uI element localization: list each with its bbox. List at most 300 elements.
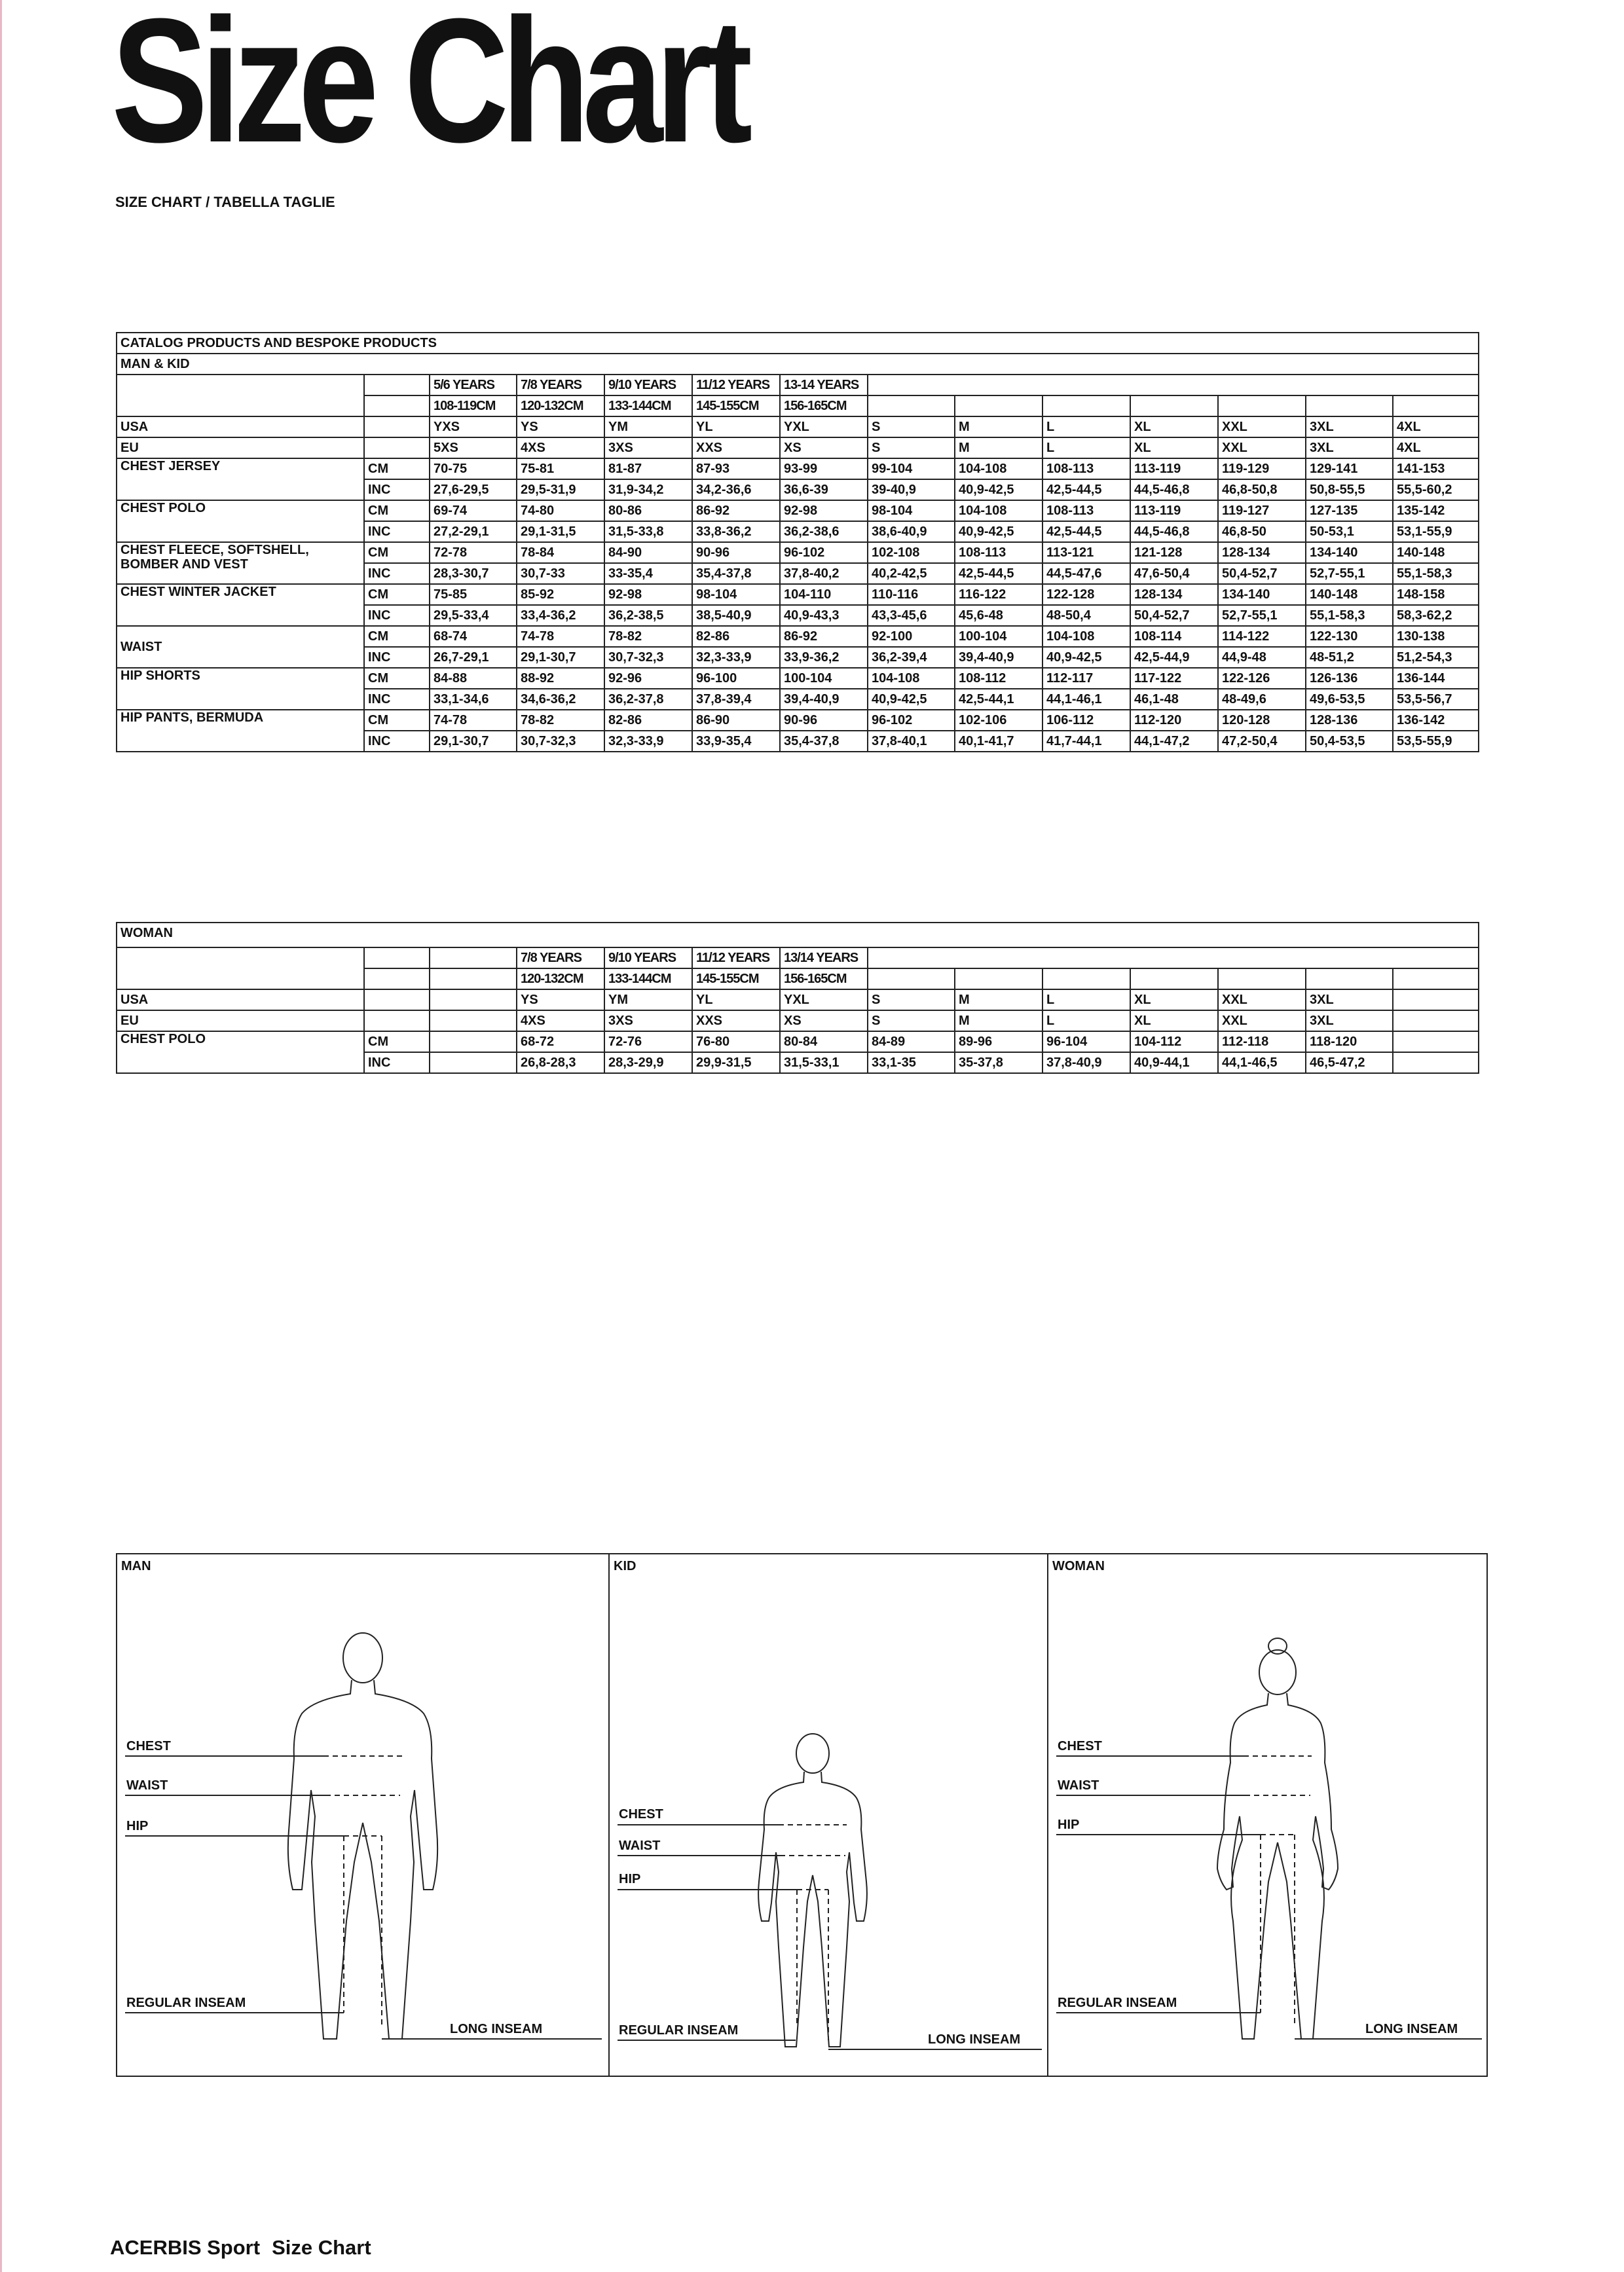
measure-value-cell: 113-119: [1130, 500, 1218, 521]
usa-size-row: [117, 989, 1479, 1010]
measure-value-cell: 113-121: [1043, 542, 1130, 563]
empty-cell: [364, 1010, 430, 1031]
measure-value-cell: 96-100: [692, 668, 780, 689]
empty-cell: [1043, 395, 1130, 416]
measure-value-cell: 29,9-31,5: [692, 1052, 780, 1073]
man-waist-label: WAIST: [126, 1778, 168, 1793]
size-cell: YL: [692, 416, 780, 437]
measure-value-cell: 122-128: [1043, 584, 1130, 605]
measure-value-cell: 42,5-44,5: [955, 563, 1043, 584]
height-range-cell: 156-165CM: [780, 395, 868, 416]
empty-cell: [1393, 1031, 1479, 1052]
measure-value-cell: 93-99: [780, 458, 868, 479]
measure-value-cell: 49,6-53,5: [1306, 689, 1393, 710]
size-cell: 4XS: [517, 437, 604, 458]
empty-cell: [1393, 989, 1479, 1010]
unit-label: INC: [364, 1052, 430, 1073]
measure-value-cell: 128-134: [1218, 542, 1306, 563]
woman-figure-panel: [1048, 1554, 1487, 2076]
measure-value-cell: 50,4-52,7: [1130, 605, 1218, 626]
empty-cell: [1130, 395, 1218, 416]
size-cell: M: [955, 437, 1043, 458]
measure-value-cell: 42,5-44,9: [1130, 647, 1218, 668]
unit-label: CM: [364, 626, 430, 647]
measure-value-cell: 74-80: [517, 500, 604, 521]
measure-value-cell: 28,3-30,7: [430, 563, 517, 584]
measure-value-cell: 134-140: [1218, 584, 1306, 605]
measure-value-cell: 130-138: [1393, 626, 1479, 647]
measure-value-cell: 116-122: [955, 584, 1043, 605]
size-cell: YM: [604, 416, 692, 437]
measure-value-cell: 39,4-40,9: [955, 647, 1043, 668]
measure-value-cell: 44,5-46,8: [1130, 521, 1218, 542]
measure-value-cell: 55,1-58,3: [1306, 605, 1393, 626]
body-measurement-figures: [116, 1553, 1488, 2077]
measure-label: CHEST WINTER JACKET: [117, 584, 364, 626]
measure-label: HIP PANTS, BERMUDA: [117, 710, 364, 752]
years-row: [117, 375, 1479, 395]
measure-value-cell: 102-108: [868, 542, 955, 563]
age-range-cell: 11/12 YEARS: [692, 947, 780, 968]
height-range-cell: 145-155CM: [692, 968, 780, 989]
measure-value-cell: 29,1-30,7: [517, 647, 604, 668]
measure-value-cell: 27,2-29,1: [430, 521, 517, 542]
measure-value-cell: 108-112: [955, 668, 1043, 689]
measure-value-cell: 40,1-41,7: [955, 731, 1043, 752]
measure-value-cell: 32,3-33,9: [604, 731, 692, 752]
age-range-cell: 7/8 YEARS: [517, 375, 604, 395]
kid-waist-label: WAIST: [619, 1839, 661, 1853]
measure-value-cell: 37,8-39,4: [692, 689, 780, 710]
measure-value-cell: 29,5-31,9: [517, 479, 604, 500]
kid-regular-inseam-label: REGULAR INSEAM: [619, 2023, 739, 2038]
measure-value-cell: 35,4-37,8: [692, 563, 780, 584]
measure-value-cell: 55,5-60,2: [1393, 479, 1479, 500]
measure-value-cell: 39,4-40,9: [780, 689, 868, 710]
measure-value-cell: 32,3-33,9: [692, 647, 780, 668]
size-cell: XL: [1130, 437, 1218, 458]
measure-value-cell: 31,9-34,2: [604, 479, 692, 500]
measure-value-cell: 33,9-36,2: [780, 647, 868, 668]
size-cell: L: [1043, 989, 1130, 1010]
measure-value-cell: 74-78: [517, 626, 604, 647]
measure-value-cell: 90-96: [780, 710, 868, 731]
measure-value-cell: 92-98: [780, 500, 868, 521]
measure-value-cell: 82-86: [692, 626, 780, 647]
measure-value-cell: 53,5-56,7: [1393, 689, 1479, 710]
measure-value-cell: 82-86: [604, 710, 692, 731]
empty-cell: [430, 1010, 517, 1031]
size-cell: S: [868, 989, 955, 1010]
measure-value-cell: 30,7-33: [517, 563, 604, 584]
empty-cell: [364, 416, 430, 437]
measure-value-cell: 44,5-46,8: [1130, 479, 1218, 500]
measure-row: [117, 500, 1479, 521]
measure-value-cell: 118-120: [1306, 1031, 1393, 1052]
woman-long-inseam-label: LONG INSEAM: [1365, 2022, 1458, 2036]
measure-value-cell: 120-128: [1218, 710, 1306, 731]
measure-value-cell: 126-136: [1306, 668, 1393, 689]
measure-value-cell: 33,1-34,6: [430, 689, 517, 710]
unit-label: INC: [364, 689, 430, 710]
measure-value-cell: 50,8-55,5: [1306, 479, 1393, 500]
measure-value-cell: 40,9-43,3: [780, 605, 868, 626]
measure-value-cell: 78-84: [517, 542, 604, 563]
measure-value-cell: 48-50,4: [1043, 605, 1130, 626]
empty-cell: [1130, 968, 1218, 989]
measure-value-cell: 136-144: [1393, 668, 1479, 689]
man-chest-label: CHEST: [126, 1739, 171, 1753]
measure-row: [117, 1031, 1479, 1052]
size-cell: 4XS: [517, 1010, 604, 1031]
size-cell: 3XL: [1306, 1010, 1393, 1031]
measure-value-cell: 96-104: [1043, 1031, 1130, 1052]
measure-value-cell: 36,6-39: [780, 479, 868, 500]
measure-value-cell: 46,8-50: [1218, 521, 1306, 542]
measure-value-cell: 40,9-42,5: [955, 521, 1043, 542]
age-range-cell: 5/6 YEARS: [430, 375, 517, 395]
eu-label: EU: [117, 437, 364, 458]
eu-size-row: [117, 1010, 1479, 1031]
measure-value-cell: 81-87: [604, 458, 692, 479]
measure-value-cell: 141-153: [1393, 458, 1479, 479]
size-cell: 5XS: [430, 437, 517, 458]
measure-row: [117, 584, 1479, 605]
empty-cell: [1393, 1010, 1479, 1031]
size-cell: XL: [1130, 416, 1218, 437]
empty-cell: [364, 968, 430, 989]
unit-label: CM: [364, 542, 430, 563]
man-long-inseam-label: LONG INSEAM: [450, 2022, 543, 2036]
age-range-cell: 13/14 YEARS: [780, 947, 868, 968]
measure-value-cell: 28,3-29,9: [604, 1052, 692, 1073]
section-title: MAN & KID: [117, 354, 1479, 375]
measure-value-cell: 35-37,8: [955, 1052, 1043, 1073]
measure-value-cell: 122-130: [1306, 626, 1393, 647]
height-range-cell: 133-144CM: [604, 395, 692, 416]
measure-value-cell: 75-85: [430, 584, 517, 605]
size-cell: XS: [780, 1010, 868, 1031]
unit-label: INC: [364, 563, 430, 584]
measure-value-cell: 78-82: [604, 626, 692, 647]
eu-label: EU: [117, 1010, 364, 1031]
measure-value-cell: 84-88: [430, 668, 517, 689]
measure-value-cell: 108-113: [955, 542, 1043, 563]
measure-value-cell: 27,6-29,5: [430, 479, 517, 500]
measure-value-cell: 84-89: [868, 1031, 955, 1052]
empty-cell: [868, 375, 1479, 395]
unit-label: CM: [364, 710, 430, 731]
kid-hip-label: HIP: [619, 1872, 641, 1886]
measure-value-cell: 88-92: [517, 668, 604, 689]
age-range-cell: 7/8 YEARS: [517, 947, 604, 968]
empty-cell: [430, 1052, 517, 1073]
measure-value-cell: 29,1-30,7: [430, 731, 517, 752]
size-cell: YXS: [430, 416, 517, 437]
measure-value-cell: 53,5-55,9: [1393, 731, 1479, 752]
empty-cell: [364, 395, 430, 416]
measure-value-cell: 52,7-55,1: [1306, 563, 1393, 584]
measure-value-cell: 44,9-48: [1218, 647, 1306, 668]
empty-cell: [1043, 968, 1130, 989]
measure-value-cell: 84-90: [604, 542, 692, 563]
woman-size-table: [116, 922, 1479, 1074]
measure-value-cell: 86-92: [692, 500, 780, 521]
empty-cell: [1306, 395, 1393, 416]
unit-label: INC: [364, 605, 430, 626]
measure-value-cell: 113-119: [1130, 458, 1218, 479]
size-cell: XXL: [1218, 1010, 1306, 1031]
measure-value-cell: 36,2-38,5: [604, 605, 692, 626]
empty-cell: [430, 1031, 517, 1052]
measure-value-cell: 86-90: [692, 710, 780, 731]
measure-value-cell: 108-113: [1043, 500, 1130, 521]
measure-value-cell: 128-134: [1130, 584, 1218, 605]
age-range-cell: 9/10 YEARS: [604, 947, 692, 968]
measure-value-cell: 30,7-32,3: [604, 647, 692, 668]
woman-regular-inseam-label: REGULAR INSEAM: [1058, 1996, 1177, 2010]
measure-value-cell: 106-112: [1043, 710, 1130, 731]
page-edge-line: [0, 0, 2, 2272]
measure-value-cell: 47,6-50,4: [1130, 563, 1218, 584]
measure-value-cell: 33,9-35,4: [692, 731, 780, 752]
size-cell: 3XL: [1306, 989, 1393, 1010]
measure-value-cell: 47,2-50,4: [1218, 731, 1306, 752]
age-range-cell: 11/12 YEARS: [692, 375, 780, 395]
measure-value-cell: 37,8-40,9: [1043, 1052, 1130, 1073]
measure-value-cell: 122-126: [1218, 668, 1306, 689]
measure-value-cell: 46,1-48: [1130, 689, 1218, 710]
measure-value-cell: 87-93: [692, 458, 780, 479]
size-cell: YS: [517, 989, 604, 1010]
measure-value-cell: 72-78: [430, 542, 517, 563]
measure-value-cell: 34,2-36,6: [692, 479, 780, 500]
size-cell: L: [1043, 416, 1130, 437]
empty-cell: [1393, 1052, 1479, 1073]
woman-hip-label: HIP: [1058, 1818, 1080, 1832]
measure-value-cell: 140-148: [1393, 542, 1479, 563]
measure-label: WAIST: [117, 626, 364, 668]
size-cell: 3XL: [1306, 416, 1393, 437]
size-cell: YXL: [780, 989, 868, 1010]
size-cell: XL: [1130, 989, 1218, 1010]
measure-value-cell: 31,5-33,1: [780, 1052, 868, 1073]
measure-value-cell: 37,8-40,2: [780, 563, 868, 584]
unit-label: CM: [364, 584, 430, 605]
height-range-cell: 156-165CM: [780, 968, 868, 989]
empty-cell: [1306, 968, 1393, 989]
measure-value-cell: 80-84: [780, 1031, 868, 1052]
man-regular-inseam-label: REGULAR INSEAM: [126, 1996, 246, 2010]
unit-label: CM: [364, 1031, 430, 1052]
usa-label: USA: [117, 989, 364, 1010]
measure-value-cell: 44,5-47,6: [1043, 563, 1130, 584]
size-cell: S: [868, 437, 955, 458]
measure-value-cell: 108-114: [1130, 626, 1218, 647]
size-cell: XXL: [1218, 437, 1306, 458]
size-cell: YM: [604, 989, 692, 1010]
woman-chest-label: CHEST: [1058, 1739, 1102, 1753]
unit-label: CM: [364, 668, 430, 689]
measure-value-cell: 30,7-32,3: [517, 731, 604, 752]
size-cell: M: [955, 989, 1043, 1010]
size-cell: S: [868, 1010, 955, 1031]
measure-value-cell: 26,7-29,1: [430, 647, 517, 668]
height-range-cell: 133-144CM: [604, 968, 692, 989]
measure-label: CHEST FLEECE, SOFTSHELL, BOMBER AND VEST: [117, 542, 364, 584]
measure-value-cell: 36,2-38,6: [780, 521, 868, 542]
measure-value-cell: 42,5-44,5: [1043, 521, 1130, 542]
measure-value-cell: 135-142: [1393, 500, 1479, 521]
measure-value-cell: 129-141: [1306, 458, 1393, 479]
empty-cell: [430, 968, 517, 989]
size-cell: YXL: [780, 416, 868, 437]
measure-value-cell: 104-108: [1043, 626, 1130, 647]
size-cell: XXL: [1218, 416, 1306, 437]
man-figure-panel: [117, 1554, 608, 2076]
years-row: [117, 947, 1479, 968]
measure-value-cell: 35,4-37,8: [780, 731, 868, 752]
measure-value-cell: 86-92: [780, 626, 868, 647]
measure-value-cell: 44,1-46,1: [1043, 689, 1130, 710]
measure-value-cell: 80-86: [604, 500, 692, 521]
catalog-title: CATALOG PRODUCTS AND BESPOKE PRODUCTS: [117, 333, 1479, 354]
measure-value-cell: 37,8-40,1: [868, 731, 955, 752]
measure-value-cell: 78-82: [517, 710, 604, 731]
empty-cell: [1218, 395, 1306, 416]
size-cell: 4XL: [1393, 416, 1479, 437]
kid-figure-panel: [610, 1554, 1047, 2076]
measure-value-cell: 38,6-40,9: [868, 521, 955, 542]
measure-value-cell: 92-98: [604, 584, 692, 605]
empty-cell: [364, 989, 430, 1010]
measure-row: [117, 626, 1479, 647]
measure-value-cell: 75-81: [517, 458, 604, 479]
empty-cell: [955, 968, 1043, 989]
measure-value-cell: 70-75: [430, 458, 517, 479]
height-range-cell: 120-132CM: [517, 395, 604, 416]
footer-brand: ACERBIS Sport: [110, 2236, 261, 2259]
empty-cell: [868, 947, 1479, 968]
measure-value-cell: 50-53,1: [1306, 521, 1393, 542]
measure-value-cell: 110-116: [868, 584, 955, 605]
measure-value-cell: 42,5-44,1: [955, 689, 1043, 710]
height-range-cell: 145-155CM: [692, 395, 780, 416]
measure-value-cell: 92-100: [868, 626, 955, 647]
measure-value-cell: 55,1-58,3: [1393, 563, 1479, 584]
measure-value-cell: 39-40,9: [868, 479, 955, 500]
size-cell: YL: [692, 989, 780, 1010]
footer-label: Size Chart: [272, 2236, 371, 2259]
size-cell: XS: [780, 437, 868, 458]
measure-value-cell: 127-135: [1306, 500, 1393, 521]
age-range-cell: 13-14 YEARS: [780, 375, 868, 395]
age-range-cell: 9/10 YEARS: [604, 375, 692, 395]
man-hip-label: HIP: [126, 1819, 149, 1833]
man-panel-title: MAN: [121, 1559, 151, 1573]
measure-value-cell: 92-96: [604, 668, 692, 689]
kid-long-inseam-label: LONG INSEAM: [928, 2032, 1021, 2047]
size-cell: L: [1043, 437, 1130, 458]
unit-label: INC: [364, 647, 430, 668]
measure-value-cell: 31,5-33,8: [604, 521, 692, 542]
measure-label: HIP SHORTS: [117, 668, 364, 710]
measure-row: [117, 542, 1479, 563]
measure-value-cell: 42,5-44,5: [1043, 479, 1130, 500]
measure-value-cell: 40,9-44,1: [1130, 1052, 1218, 1073]
measure-value-cell: 40,2-42,5: [868, 563, 955, 584]
empty-cell: [955, 395, 1043, 416]
measure-value-cell: 48-49,6: [1218, 689, 1306, 710]
measure-value-cell: 114-122: [1218, 626, 1306, 647]
measure-value-cell: 148-158: [1393, 584, 1479, 605]
empty-cell: [1218, 968, 1306, 989]
measure-value-cell: 121-128: [1130, 542, 1218, 563]
measure-value-cell: 43,3-45,6: [868, 605, 955, 626]
measure-value-cell: 69-74: [430, 500, 517, 521]
measure-value-cell: 72-76: [604, 1031, 692, 1052]
unit-label: INC: [364, 479, 430, 500]
measure-value-cell: 89-96: [955, 1031, 1043, 1052]
measure-value-cell: 46,8-50,8: [1218, 479, 1306, 500]
measure-value-cell: 102-106: [955, 710, 1043, 731]
size-cell: XXS: [692, 437, 780, 458]
measure-value-cell: 112-118: [1218, 1031, 1306, 1052]
kid-panel-title: KID: [614, 1559, 637, 1573]
empty-cell: [1393, 968, 1479, 989]
measure-value-cell: 96-102: [780, 542, 868, 563]
measure-value-cell: 40,9-42,5: [955, 479, 1043, 500]
size-cell: XXL: [1218, 989, 1306, 1010]
measure-value-cell: 40,9-42,5: [868, 689, 955, 710]
measure-label: CHEST POLO: [117, 1031, 364, 1073]
height-range-cell: 108-119CM: [430, 395, 517, 416]
measure-value-cell: 134-140: [1306, 542, 1393, 563]
measure-value-cell: 74-78: [430, 710, 517, 731]
measure-value-cell: 33-35,4: [604, 563, 692, 584]
empty-cell: [868, 968, 955, 989]
measure-value-cell: 48-51,2: [1306, 647, 1393, 668]
measure-value-cell: 104-108: [955, 500, 1043, 521]
measure-value-cell: 99-104: [868, 458, 955, 479]
measure-value-cell: 98-104: [692, 584, 780, 605]
measure-value-cell: 85-92: [517, 584, 604, 605]
measure-row: [117, 668, 1479, 689]
measure-value-cell: 50,4-53,5: [1306, 731, 1393, 752]
measure-value-cell: 100-104: [780, 668, 868, 689]
measure-value-cell: 29,5-33,4: [430, 605, 517, 626]
unit-label: INC: [364, 731, 430, 752]
empty-cell: [430, 947, 517, 968]
measure-value-cell: 100-104: [955, 626, 1043, 647]
measure-value-cell: 36,2-39,4: [868, 647, 955, 668]
measure-value-cell: 68-72: [517, 1031, 604, 1052]
empty-cell: [868, 395, 955, 416]
measure-value-cell: 40,9-42,5: [1043, 647, 1130, 668]
measure-value-cell: 34,6-36,2: [517, 689, 604, 710]
measure-value-cell: 104-108: [955, 458, 1043, 479]
height-range-cell: 120-132CM: [517, 968, 604, 989]
unit-label: INC: [364, 521, 430, 542]
size-cell: 3XS: [604, 1010, 692, 1031]
measure-value-cell: 128-136: [1306, 710, 1393, 731]
empty-cell: [117, 947, 364, 989]
size-cell: 4XL: [1393, 437, 1479, 458]
measure-value-cell: 104-112: [1130, 1031, 1218, 1052]
woman-panel-title: WOMAN: [1052, 1559, 1105, 1573]
empty-cell: [430, 989, 517, 1010]
page-subtitle: SIZE CHART / TABELLA TAGLIE: [115, 194, 335, 210]
